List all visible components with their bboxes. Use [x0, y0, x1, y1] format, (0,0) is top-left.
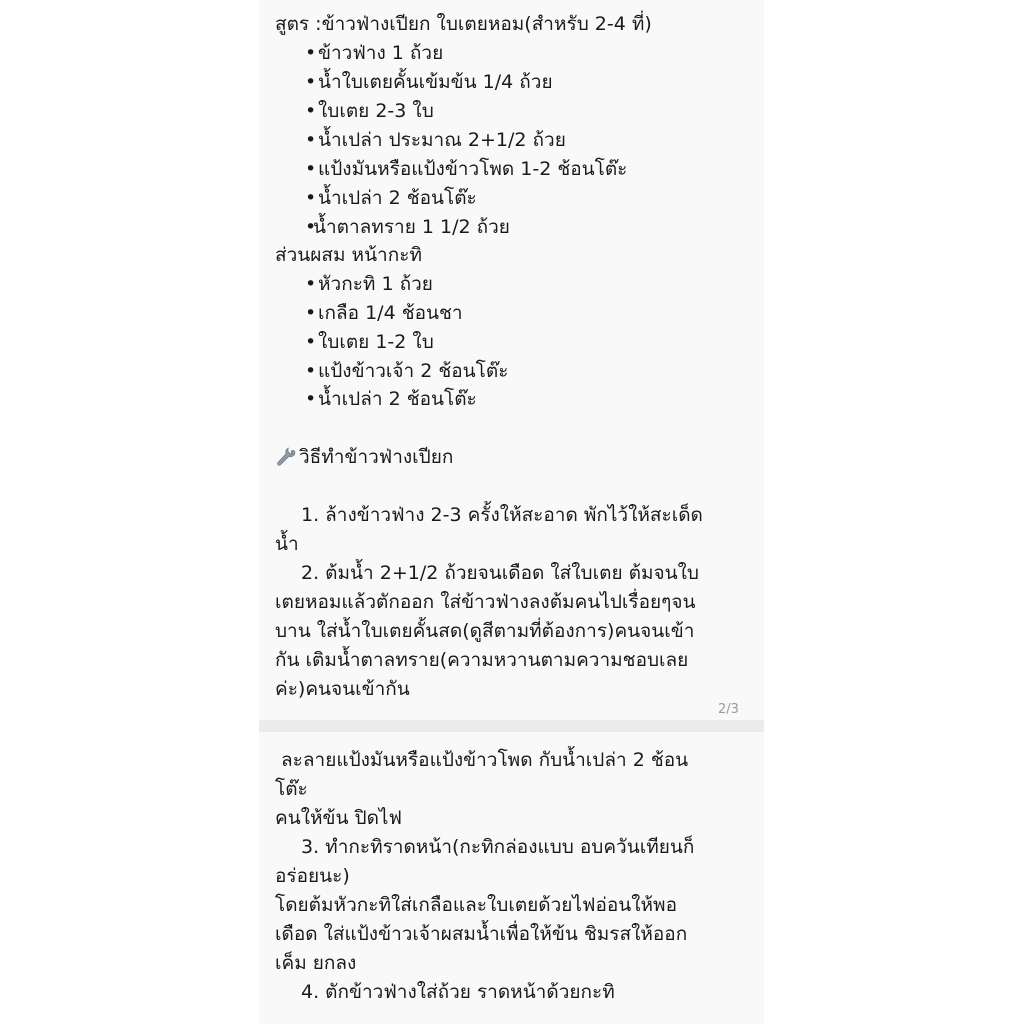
- ingredient-item: •น้ำเปล่า 2 ช้อนโต๊ะ: [305, 187, 477, 209]
- step-line: เค็ม ยกลง: [275, 952, 357, 974]
- topping-item: •น้ำเปล่า 2 ช้อนโต๊ะ: [305, 388, 477, 410]
- ingredient-item: •น้ำตาลทราย 1 1/2 ถ้วย: [305, 216, 510, 238]
- step-line: น้ำ: [275, 533, 299, 555]
- ingredient-item: •แป้งมันหรือแป้งข้าวโพด 1-2 ช้อนโต๊ะ: [305, 158, 628, 180]
- wrench-icon: [275, 445, 297, 467]
- step-line: โดยต้มหัวกะทิใส่เกลือและใบเตยด้วยไฟอ่อนให้พอ: [275, 894, 677, 916]
- ingredient-item: •น้ำเปล่า ประมาณ 2+1/2 ถ้วย: [305, 129, 566, 151]
- topping-item: •ใบเตย 1-2 ใบ: [305, 331, 434, 353]
- ingredient-item: •น้ำใบเตยคั้นเข้มข้น 1/4 ถ้วย: [305, 71, 553, 93]
- topping-heading: ส่วนผสม หน้ากะทิ: [275, 244, 422, 266]
- topping-item: •แป้งข้าวเจ้า 2 ช้อนโต๊ะ: [305, 360, 509, 382]
- topping-item: •หัวกะทิ 1 ถ้วย: [305, 273, 433, 295]
- step-line: คนให้ข้น ปิดไฟ: [275, 807, 402, 829]
- step-line: ละลายแป้งมันหรือแป้งข้าวโพด กับน้ำเปล่า 2 ช้อน: [275, 749, 689, 771]
- method-heading: [275, 443, 453, 472]
- step-line: อร่อยนะ): [275, 865, 350, 887]
- step-line: โต๊ะ: [275, 778, 308, 800]
- step-line: 3. ทำกะทิราดหน้า(กะทิกล่องแบบ อบควันเทียนก็: [301, 836, 695, 858]
- recipe-title: สูตร :ข้าวฟ่างเปียก ใบเตยหอม(สำหรับ 2-4 ที่): [275, 13, 652, 35]
- topping-item: •เกลือ 1/4 ช้อนชา: [305, 302, 463, 324]
- step-line: 1. ล้างข้าวฟ่าง 2-3 ครั้งให้สะอาด พักไว้ให้สะเด็ด: [301, 504, 703, 526]
- ingredient-item: •ใบเตย 2-3 ใบ: [305, 100, 434, 122]
- step-line: 2. ต้มน้ำ 2+1/2 ถ้วยจนเดือด ใส่ใบเตย ต้มจนใบ: [301, 562, 699, 584]
- step-line: เดือด ใส่แป้งข้าวเจ้าผสมน้ำเพื่อให้ข้น ชิมรสให้ออก: [275, 923, 688, 945]
- step-line: ค่ะ)คนจนเข้ากัน: [275, 678, 410, 700]
- step-line: เตยหอมแล้วตักออก ใส่ข้าวฟ่างลงต้มคนไปเรื่อยๆจน: [275, 591, 696, 613]
- step-line: บาน ใส่น้ำใบเตยคั้นสด(ดูสีตามที่ต้องการ)คนจนเข้า: [275, 620, 695, 642]
- page-indicator: 2/3: [718, 702, 739, 717]
- step-line: กัน เติมน้ำตาลทราย(ความหวานตามความชอบเลย: [275, 649, 689, 671]
- ingredient-item: •ข้าวฟ่าง 1 ถ้วย: [305, 42, 444, 64]
- method-title: วิธีทำข้าวฟ่างเปียก: [299, 446, 454, 468]
- step-line: 4. ตักข้าวฟ่างใส่ถ้วย ราดหน้าด้วยกะทิ: [301, 981, 615, 1003]
- page-divider: [259, 720, 764, 732]
